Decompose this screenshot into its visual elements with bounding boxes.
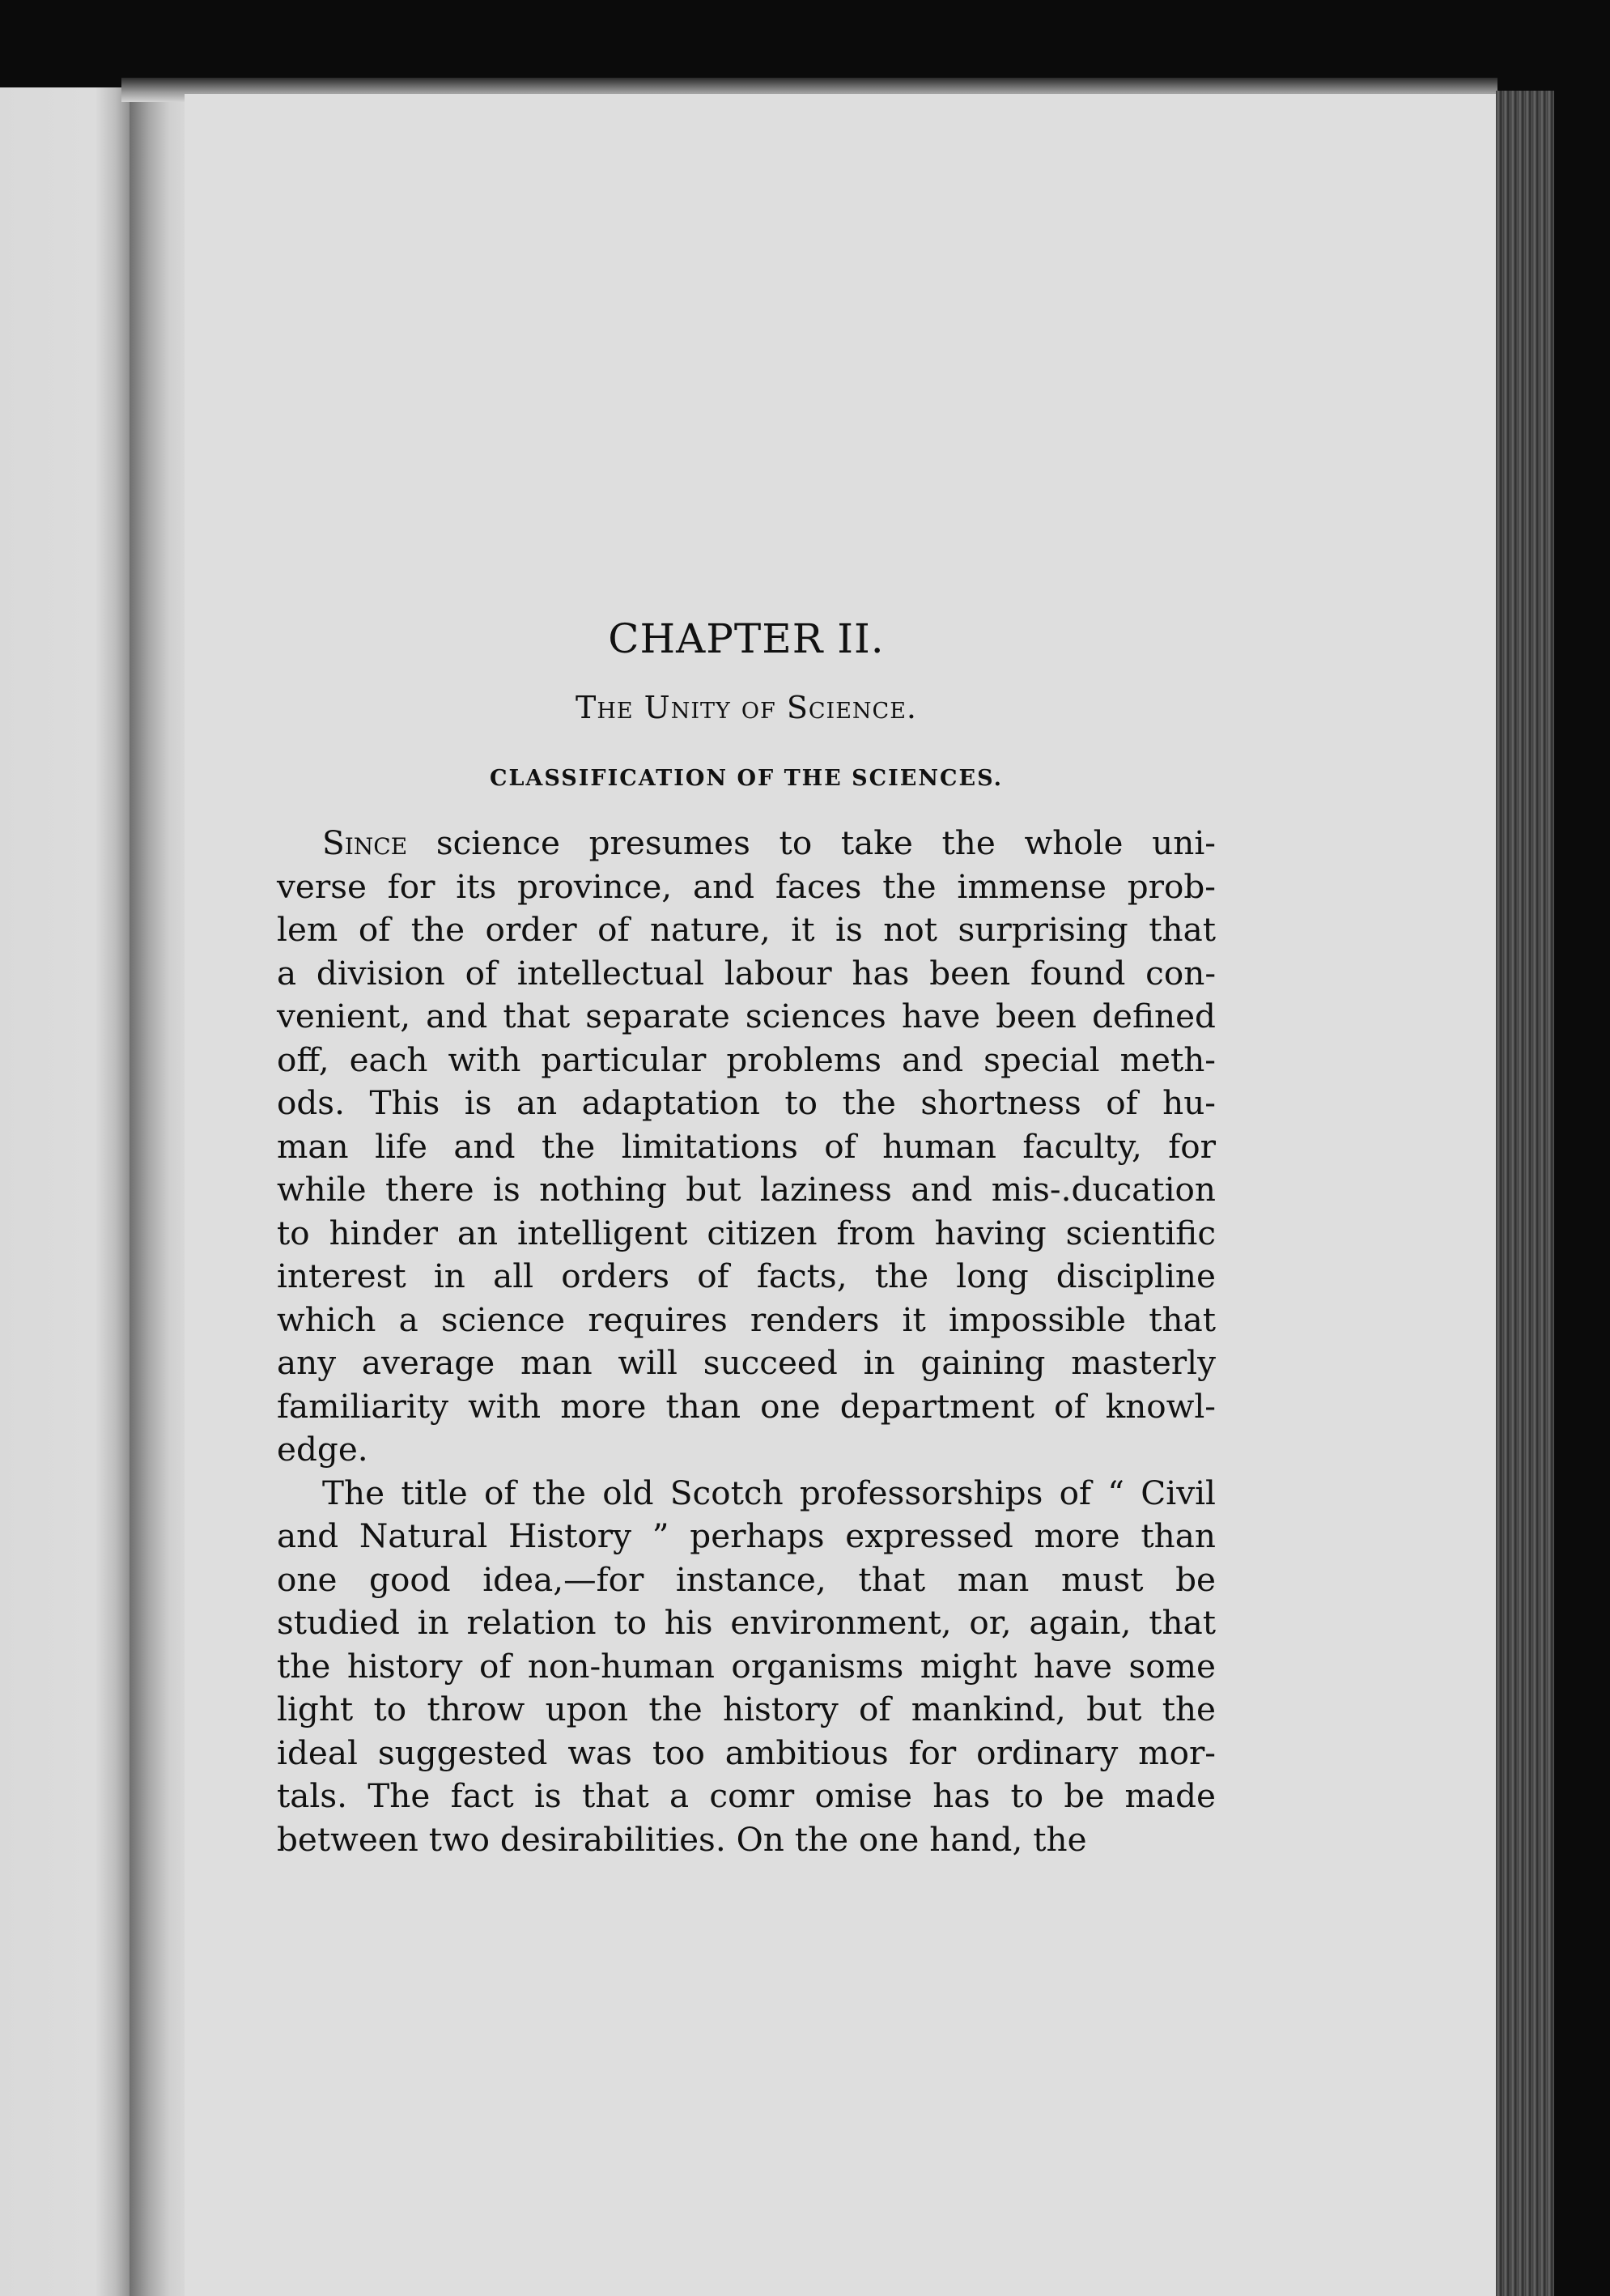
text-line [277,1428,1216,1472]
text-line [277,1385,1216,1429]
text-line [277,1775,1216,1818]
text-line [277,1125,1216,1169]
lead-word: Since [322,823,408,862]
text-line [277,1601,1216,1645]
text-line [277,1255,1216,1299]
text-line [277,1688,1216,1732]
text-line [277,822,1216,865]
line-text: tals. The fact is that a comr omise has to be made [277,1776,1216,1815]
page-content [277,615,1216,1861]
text-line [277,1299,1216,1342]
line-text: venient, and that separate sciences have been defined [277,997,1216,1035]
text-line [277,1039,1216,1082]
text-line [277,865,1216,909]
line-text: off, each with particular problems and special meth- [277,1040,1216,1079]
line-text: the history of non-human organisms might have some [277,1646,1216,1686]
chapter-title: The Unity of Science. [576,690,917,725]
line-text: verse for its province, and faces the immense prob- [277,866,1216,906]
line-text: interest in all orders of facts, the long discipline [277,1256,1216,1295]
page-stack-edge [1496,91,1554,2296]
line-text: lem of the order of nature, it is not surprising that [277,910,1216,949]
line-text: while there is nothing but laziness and mis-.ducation [277,1170,1216,1209]
chapter-number: CHAPTER II. [608,615,885,662]
text-line [277,1212,1216,1256]
line-text: studied in relation to his environment, or, again, that [277,1603,1216,1642]
text-line [277,995,1216,1039]
text-line [277,1515,1216,1558]
line-text: between two desirabilities. On the one hand, the [277,1819,1087,1859]
line-text: light to throw upon the history of mankind, but the [277,1690,1216,1728]
section-heading: CLASSIFICATION OF THE SCIENCES. [489,766,1004,791]
line-text: which a science requires renders it impossible that [277,1299,1216,1339]
line-text: to hinder an intelligent citizen from having scientific [277,1213,1216,1252]
text-line [277,1341,1216,1385]
book-gutter [130,89,186,2296]
line-text: and Natural History ” perhaps expressed more than [277,1516,1216,1555]
text-line [277,1472,1216,1516]
line-text: man life and the limitations of human faculty, for [277,1126,1216,1166]
text-line [277,1818,1216,1862]
paragraph-1 [277,822,1216,1472]
text-line [277,952,1216,996]
line-text: The title of the old Scotch professorships of “ Civil [322,1473,1216,1512]
line-text: familiarity with more than one department of knowl- [277,1386,1216,1426]
text-line [277,1732,1216,1775]
facing-page-edge [0,87,136,2296]
line-text: any average man will succeed in gaining masterly [277,1343,1216,1382]
line-text: science presumes to take the whole uni- [407,823,1216,862]
text-line [277,1168,1216,1212]
line-text: ideal suggested was too ambitious for ordinary mor- [277,1733,1216,1772]
paragraph-2 [277,1472,1216,1862]
line-text: a division of intellectual labour has been found con- [277,953,1216,993]
text-line [277,1558,1216,1602]
text-line [277,908,1216,952]
text-line [277,1082,1216,1125]
text-line [277,1645,1216,1689]
line-text: ods. This is an adaptation to the shortness of hu- [277,1083,1216,1122]
line-text: edge. [277,1430,368,1469]
line-text: one good idea,—for instance, that man must be [277,1559,1216,1599]
